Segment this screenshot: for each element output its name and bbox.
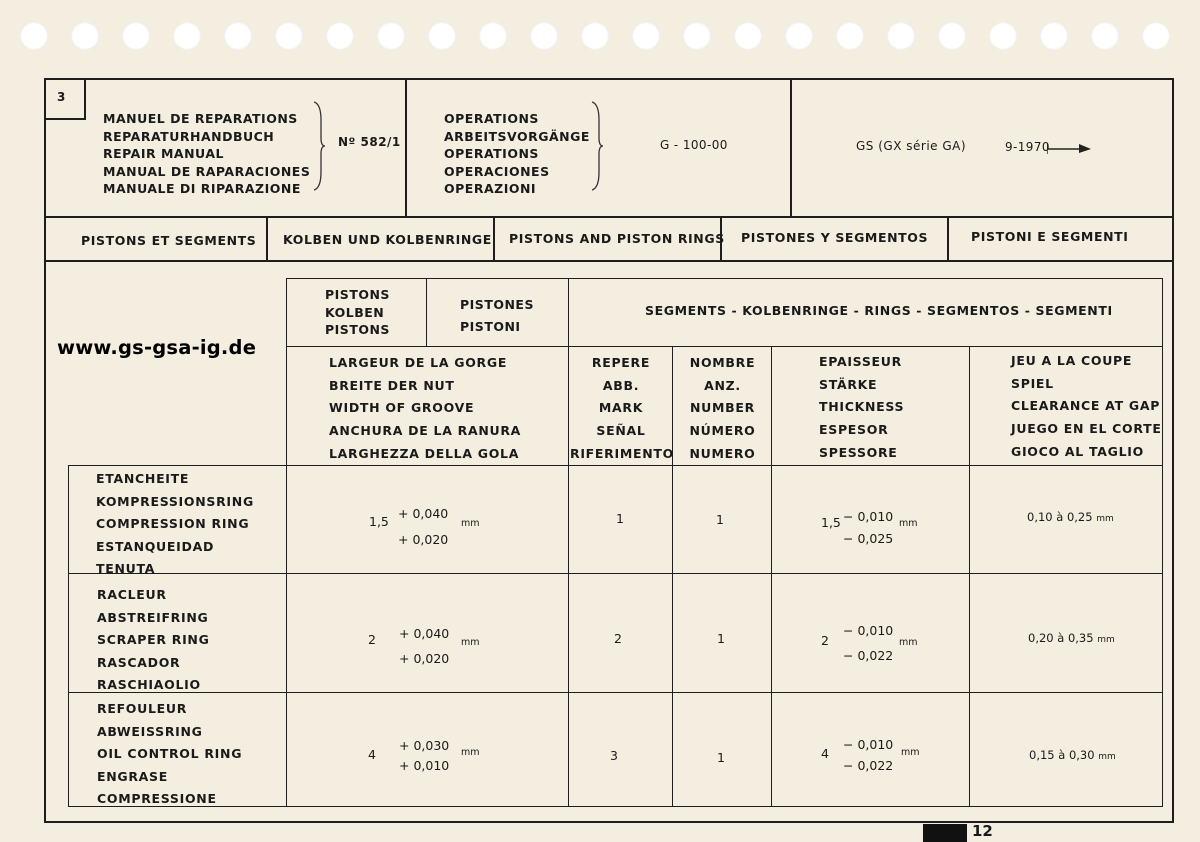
number-header-line: NUMBER (690, 400, 755, 416)
number-value: 1 (717, 631, 725, 646)
groove-header-line: LARGHEZZA DELLA GOLA (329, 445, 520, 461)
operation-code: G - 100-00 (660, 138, 728, 152)
operations-title: OPERATIONS (444, 146, 539, 161)
gap-header-line: SPIEL (1011, 375, 1054, 391)
pistons-header (325, 286, 390, 339)
gap-header-line: CLEARANCE AT GAP (1011, 398, 1161, 414)
thickness-header-line: SPESSORE (819, 444, 898, 460)
groove-column-header (329, 352, 521, 466)
groove-unit: mm (461, 637, 480, 648)
thickness-column-header (819, 351, 904, 465)
number-value: 1 (717, 750, 725, 765)
binder-hole (122, 22, 150, 50)
manual-number: Nº 582/1 (338, 135, 401, 149)
tabs-divider (44, 260, 1174, 262)
ring-name-line: ESTANQUEIDAD (96, 538, 215, 554)
groove-tol-upper: + 0,030 (399, 738, 450, 753)
groove-base: 1,5 (369, 514, 389, 529)
gap-column-header (1011, 350, 1162, 464)
tab-separator (493, 217, 495, 261)
groove-tol-lower: + 0,020 (398, 532, 449, 547)
binder-hole (224, 22, 252, 50)
ring-name-scraper (97, 584, 210, 697)
thickness-tol-upper: − 0,010 (843, 737, 894, 752)
gap-value (1028, 631, 1115, 645)
binder-hole (479, 22, 507, 50)
ring-name-line: OIL CONTROL RING (97, 746, 243, 762)
ring-name-line: RASCADOR (97, 654, 181, 670)
thickness-tol-lower: − 0,022 (843, 648, 894, 663)
table-border (771, 347, 772, 807)
groove-tol-lower: + 0,010 (399, 758, 450, 773)
binder-hole (428, 22, 456, 50)
thickness-header-line: EPAISSEUR (819, 354, 902, 369)
thickness-header-line: STÄRKE (819, 376, 878, 392)
pistons-header-line: PISTONS (325, 287, 390, 302)
binder-hole (71, 22, 99, 50)
page-number: 12 (972, 822, 993, 840)
pistones-header-line: PISTONI (460, 319, 521, 334)
thickness-base: 1,5 (821, 515, 841, 530)
groove-unit: mm (461, 747, 480, 758)
number-column-header (674, 352, 771, 466)
table-border (286, 346, 1163, 347)
manual-title: MANUEL DE REPARATIONS (103, 111, 298, 126)
mark-header-line: MARK (598, 400, 644, 416)
table-border (286, 278, 1163, 279)
groove-header-line: BREITE DER NUT (329, 377, 455, 393)
arrow-right-icon (1047, 141, 1093, 155)
manual-title: MANUALE DI RIPARAZIONE (103, 181, 301, 196)
table-border (1162, 278, 1163, 807)
operations-title: ARBEITSVORGÄNGE (444, 128, 590, 144)
groove-header-line: LARGEUR DE LA GORGE (329, 355, 508, 370)
groove-tol-lower: + 0,020 (399, 651, 450, 666)
binder-hole (938, 22, 966, 50)
ring-name-line: ENGRASE (97, 768, 169, 784)
ring-name-line: KOMPRESSIONSRING (96, 493, 254, 509)
table-border (969, 347, 970, 807)
number-header-line: ANZ. (704, 377, 741, 393)
section-number: 3 (57, 90, 66, 104)
manual-titles (103, 110, 310, 198)
mark-header-line: SEÑAL (596, 423, 646, 439)
number-header-line: NÚMERO (689, 423, 756, 439)
groove-base: 4 (368, 747, 376, 762)
ring-name-line: RASCHIAOLIO (97, 677, 201, 693)
thickness-tol-upper: − 0,010 (843, 509, 894, 524)
mark-header-line: ABB. (602, 377, 640, 393)
table-border (568, 278, 569, 807)
gap-range: 0,10 à 0,25 (1027, 510, 1093, 524)
binder-hole (173, 22, 201, 50)
date-label: 9-1970 (1005, 140, 1050, 154)
pistons-header-line: KOLBEN (325, 304, 385, 320)
pistones-header (460, 294, 534, 338)
manual-title: REPARATURHANDBUCH (103, 128, 275, 144)
ring-name-line: COMPRESSION RING (96, 516, 250, 532)
mark-value: 3 (610, 748, 618, 763)
binder-hole (581, 22, 609, 50)
gap-range: 0,20 à 0,35 (1028, 631, 1094, 645)
mark-value: 1 (616, 511, 624, 526)
groove-unit: mm (461, 518, 480, 529)
page-number-bar (923, 824, 967, 842)
binder-hole (377, 22, 405, 50)
thickness-unit: mm (899, 518, 918, 529)
tab-pistones-y-segmentos: PISTONES Y SEGMENTOS (741, 230, 929, 245)
number-header-line: NUMERO (689, 445, 756, 461)
ring-name-oil-control (97, 698, 242, 811)
thickness-tol-upper: − 0,010 (843, 623, 894, 638)
ring-name-line: RACLEUR (97, 587, 167, 602)
pistones-header-line: PISTONES (460, 297, 534, 312)
binder-hole (734, 22, 762, 50)
brace-icon (312, 100, 326, 192)
ring-name-line: ETANCHEITE (96, 471, 190, 486)
header-separator (790, 78, 792, 218)
operations-title: OPERATIONS (444, 111, 539, 126)
binder-hole (275, 22, 303, 50)
thickness-tol-lower: − 0,022 (843, 758, 894, 773)
ring-name-line: ABSTREIFRING (97, 609, 209, 625)
gap-unit: mm (1097, 635, 1115, 645)
gap-value (1027, 510, 1114, 524)
binder-hole (1040, 22, 1068, 50)
groove-tol-upper: + 0,040 (399, 626, 450, 641)
thickness-base: 4 (821, 746, 829, 761)
thickness-unit: mm (899, 637, 918, 648)
binder-hole (989, 22, 1017, 50)
ring-name-line: COMPRESSIONE (97, 791, 217, 807)
thickness-unit: mm (901, 747, 920, 758)
operations-titles (444, 110, 590, 198)
mark-value: 2 (614, 631, 622, 646)
binder-hole (683, 22, 711, 50)
model-label: GS (GX série GA) (856, 139, 967, 153)
table-border (68, 465, 69, 807)
gap-range: 0,15 à 0,30 (1029, 748, 1095, 762)
pistons-header-line: PISTONS (325, 322, 390, 337)
gap-unit: mm (1096, 514, 1114, 524)
groove-header-line: WIDTH OF GROOVE (329, 400, 475, 416)
operations-title: OPERAZIONI (444, 181, 537, 196)
segments-header: SEGMENTS - KOLBENRINGE - RINGS - SEGMENTOS - SEGMENTI (645, 303, 1113, 318)
binder-hole (632, 22, 660, 50)
header-separator (405, 78, 407, 218)
gap-value (1029, 748, 1116, 762)
header-divider (44, 216, 1174, 218)
gap-header-line: JEU A LA COUPE (1011, 353, 1133, 368)
gap-header-line: JUEGO EN EL CORTE (1011, 421, 1162, 437)
ring-name-compression (96, 468, 254, 581)
gap-header-line: GIOCO AL TAGLIO (1011, 443, 1144, 459)
tab-separator (266, 217, 268, 261)
binder-hole (530, 22, 558, 50)
operations-title: OPERACIONES (444, 163, 550, 179)
groove-tol-upper: + 0,040 (398, 506, 449, 521)
table-border (426, 278, 427, 347)
section-number-box (44, 78, 86, 120)
binder-hole (836, 22, 864, 50)
binder-hole (20, 22, 48, 50)
mark-header-line: REPERE (591, 355, 651, 370)
binder-hole (326, 22, 354, 50)
ring-name-line: SCRAPER RING (97, 632, 210, 648)
thickness-header-line: ESPESOR (819, 422, 889, 438)
groove-header-line: ANCHURA DE LA RANURA (329, 423, 522, 439)
manual-title: REPAIR MANUAL (103, 146, 224, 161)
manual-title: MANUAL DE RAPARACIONES (103, 163, 311, 179)
tab-separator (947, 217, 949, 261)
gap-unit: mm (1098, 752, 1116, 762)
mark-header-line: RIFERIMENTO (570, 445, 674, 461)
tab-pistoni-e-segmenti: PISTONI E SEGMENTI (971, 229, 1129, 244)
thickness-header-line: THICKNESS (819, 399, 905, 415)
tab-pistons-and-piston-rings: PISTONS AND PISTON RINGS (509, 231, 725, 246)
binder-hole (887, 22, 915, 50)
binder-hole (1142, 22, 1170, 50)
thickness-tol-lower: − 0,025 (843, 531, 894, 546)
ring-name-line: ABWEISSRING (97, 723, 203, 739)
mark-column-header (570, 352, 672, 466)
watermark: www.gs-gsa-ig.de (57, 336, 257, 359)
number-value: 1 (716, 512, 724, 527)
ring-name-line: REFOULEUR (97, 701, 188, 716)
binder-hole (785, 22, 813, 50)
table-border (286, 278, 287, 807)
ring-name-line: TENUTA (96, 561, 156, 577)
number-header-line: NOMBRE (689, 355, 756, 370)
groove-base: 2 (368, 632, 376, 647)
tab-kolben-und-kolbenringe: KOLBEN UND KOLBENRINGE (283, 232, 492, 247)
thickness-base: 2 (821, 633, 829, 648)
table-border (68, 692, 1163, 693)
binder-hole (1091, 22, 1119, 50)
tab-pistons-et-segments: PISTONS ET SEGMENTS (81, 233, 257, 248)
table-border (672, 347, 673, 807)
brace-icon (590, 100, 604, 192)
